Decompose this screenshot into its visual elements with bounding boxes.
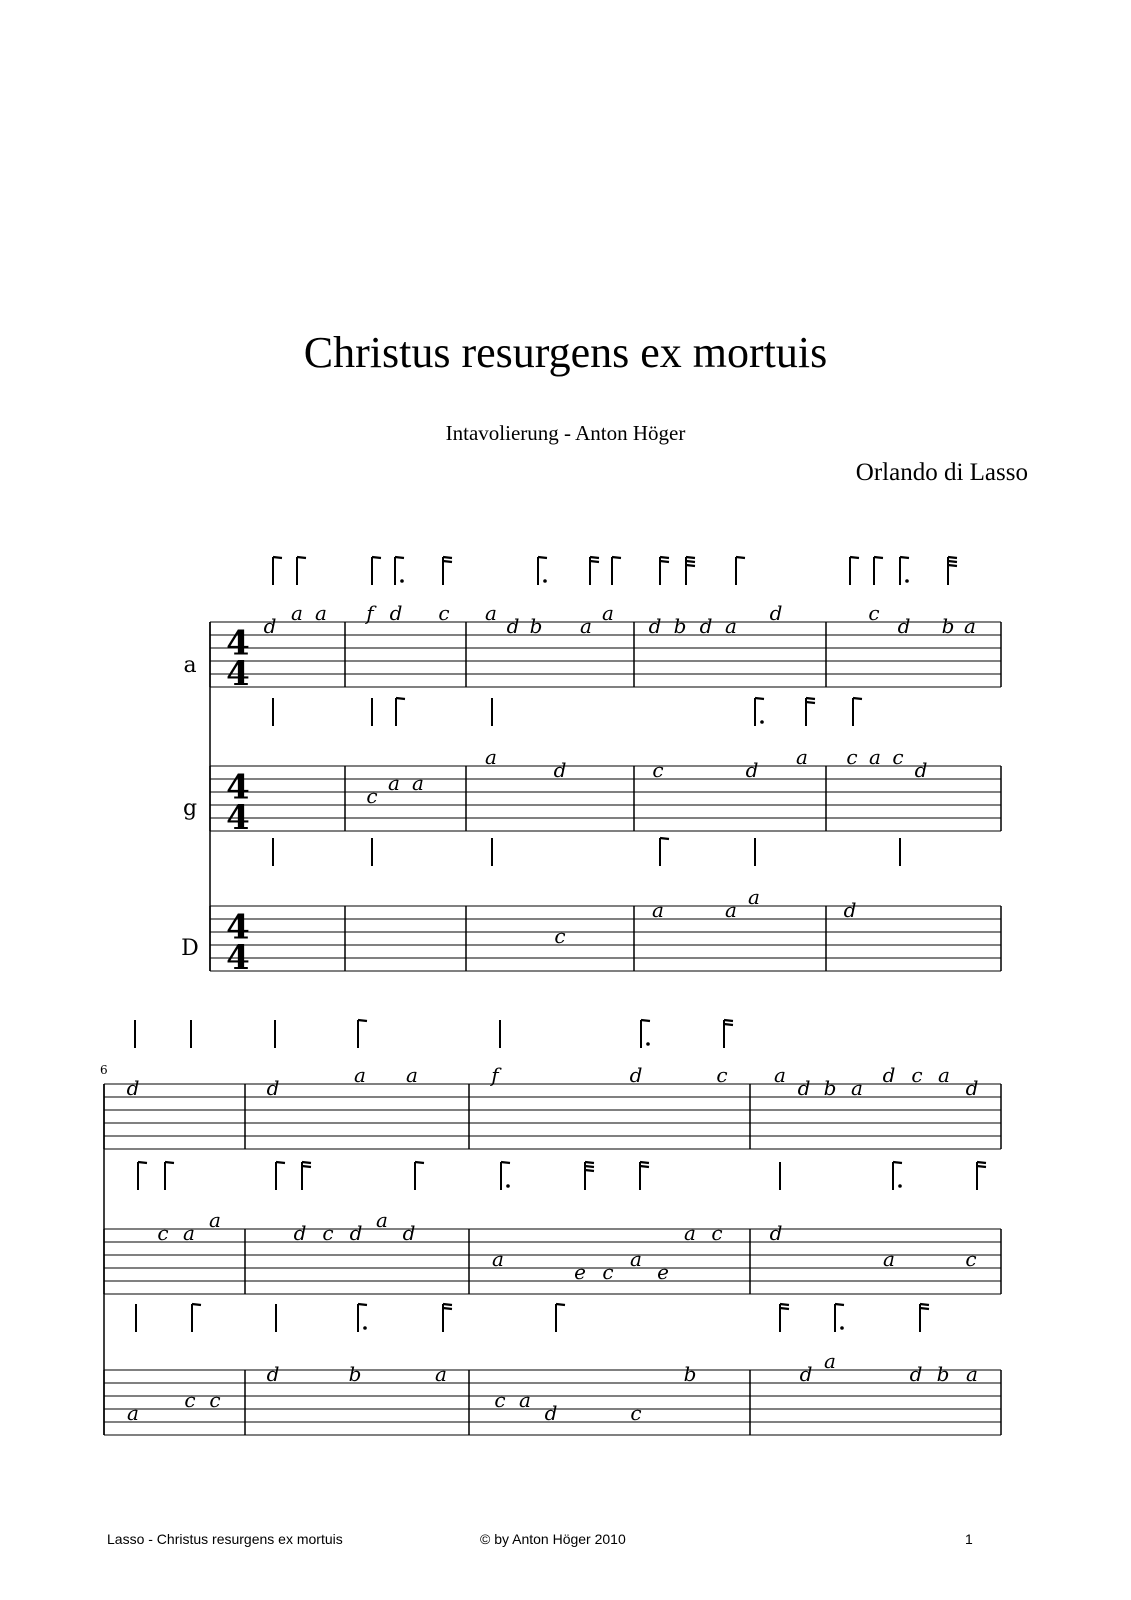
tab-letter: d [882, 1063, 896, 1087]
rhythm-flag [358, 1020, 367, 1048]
tab-letter: c [630, 1401, 642, 1425]
tuning-label: D [181, 936, 199, 961]
tab-letter: a [725, 898, 737, 922]
tab-letter: d [897, 614, 911, 638]
rhythm-flag [501, 1162, 510, 1190]
rhythm-flag [660, 557, 669, 585]
tab-letter: a [485, 745, 497, 769]
time-signature-top: 4 [226, 767, 250, 808]
tab-letter: a [725, 614, 737, 638]
rhythm-flag [395, 557, 404, 585]
time-signature-top: 4 [226, 623, 250, 664]
rhythm-flag [850, 557, 859, 585]
tab-letter: d [544, 1401, 558, 1425]
tab-letter: d [745, 758, 759, 782]
tab-letter: d [797, 1076, 811, 1100]
tab-letter: d [293, 1221, 307, 1245]
measure-number: 6 [100, 1063, 108, 1077]
tab-letter: a [652, 898, 664, 922]
rhythm-flag [780, 1304, 789, 1332]
tab-letter: c [602, 1260, 614, 1284]
tab-letter: d [266, 1362, 280, 1386]
tab-letter: c [716, 1063, 728, 1087]
time-signature-bottom: 4 [226, 654, 250, 694]
tab-letter: a [485, 601, 497, 625]
rhythm-flag [686, 557, 695, 585]
tab-letter: d [263, 614, 277, 638]
tab-letter: a [966, 1362, 978, 1386]
rhythm-flag [736, 557, 745, 585]
tab-letter: e [657, 1260, 669, 1284]
rhythm-flag [443, 1304, 452, 1332]
tab-letter: b [673, 614, 687, 638]
tab-letter: c [868, 601, 880, 625]
tab-letter: c [892, 745, 904, 769]
rhythm-flag [590, 557, 599, 585]
footer-title: Lasso - Christus resurgens ex mortuis [107, 1531, 343, 1547]
tab-letter: d [843, 898, 857, 922]
time-signature-bottom: 4 [226, 938, 250, 978]
tab-letter: a [435, 1362, 447, 1386]
tab-letter: d [769, 1221, 783, 1245]
tab-letter: d [629, 1063, 643, 1087]
rhythm-flag [297, 557, 306, 585]
tab-letter: a [796, 745, 808, 769]
time-signature-top: 4 [226, 907, 250, 948]
rhythm-flag [302, 1162, 311, 1190]
rhythm-flag [920, 1304, 929, 1332]
rhythm-flag [165, 1162, 174, 1190]
tab-letter: a [127, 1401, 139, 1425]
rhythm-flag [835, 1304, 844, 1332]
tab-letter: c [711, 1221, 723, 1245]
tab-letter: c [209, 1388, 221, 1412]
tab-letter: d [648, 614, 662, 638]
tab-letter: a [412, 771, 424, 795]
tab-letter: d [799, 1362, 813, 1386]
tab-letter: c [494, 1388, 506, 1412]
rhythm-flag [640, 1162, 649, 1190]
tab-letter: a [388, 771, 400, 795]
tab-letter: c [322, 1221, 334, 1245]
tab-letter: a [964, 614, 976, 638]
page-number: 1 [965, 1531, 973, 1547]
tab-letter: b [941, 614, 955, 638]
tab-letter: d [349, 1221, 363, 1245]
rhythm-flag [724, 1020, 733, 1048]
tab-letter: a [580, 614, 592, 638]
tab-letter: a [291, 601, 303, 625]
tab-letter: d [402, 1221, 416, 1245]
rhythm-flag [948, 557, 957, 585]
rhythm-flag [372, 557, 381, 585]
tab-letter: d [506, 614, 520, 638]
rhythm-flag [138, 1162, 147, 1190]
page-title: Christus resurgens ex mortuis [303, 328, 828, 377]
tab-letter: c [157, 1221, 169, 1245]
footer-copyright: © by Anton Höger 2010 [480, 1531, 626, 1547]
tab-letter: d [126, 1076, 140, 1100]
tab-letter: c [911, 1063, 923, 1087]
rhythm-flag [755, 698, 764, 726]
tab-letter: d [266, 1076, 280, 1100]
tab-letter: a [748, 885, 760, 909]
rhythm-flag [806, 698, 815, 726]
rhythm-flag [273, 557, 282, 585]
rhythm-flag [538, 557, 547, 585]
tab-letter: a [630, 1247, 642, 1271]
tab-letter: d [965, 1076, 979, 1100]
rhythm-flag [396, 698, 405, 726]
tab-letter: c [438, 601, 450, 625]
tab-letter: d [909, 1362, 923, 1386]
tuning-label: a [183, 653, 197, 678]
rhythm-flag [893, 1162, 902, 1190]
rhythm-flag [585, 1162, 594, 1190]
tab-letter: e [574, 1260, 586, 1284]
tab-letter: a [209, 1208, 221, 1232]
arranger-credit: Intavolierung - Anton Höger [445, 421, 686, 445]
tab-letter: d [553, 758, 567, 782]
tab-letter: a [883, 1247, 895, 1271]
tab-letter: d [389, 601, 403, 625]
tab-letter: c [554, 924, 566, 948]
tab-letter: d [914, 758, 928, 782]
rhythm-flag [443, 557, 452, 585]
rhythm-flag [556, 1304, 565, 1332]
time-signature-bottom: 4 [226, 798, 250, 838]
tab-letter: a [602, 601, 614, 625]
composer-name: Orlando di Lasso [855, 459, 1028, 486]
tab-letter: a [492, 1247, 504, 1271]
tab-letter: a [519, 1388, 531, 1412]
tab-letter: a [406, 1063, 418, 1087]
tab-letter: a [869, 745, 881, 769]
tuning-label: g [182, 796, 198, 821]
rhythm-flag [900, 557, 909, 585]
tab-letter: a [376, 1208, 388, 1232]
tab-letter: c [965, 1247, 977, 1271]
rhythm-flag [853, 698, 862, 726]
rhythm-flag [977, 1162, 986, 1190]
tab-letter: a [851, 1076, 863, 1100]
rhythm-flag [641, 1020, 650, 1048]
tab-letter: c [846, 745, 858, 769]
tab-letter: a [774, 1063, 786, 1087]
rhythm-flag [874, 557, 883, 585]
tab-letter: f [491, 1063, 499, 1087]
rhythm-flag [192, 1304, 201, 1332]
rhythm-flag [415, 1162, 424, 1190]
rhythm-flag [358, 1304, 367, 1332]
tab-letter: c [184, 1388, 196, 1412]
tab-letter: b [823, 1076, 837, 1100]
tab-letter: b [348, 1362, 362, 1386]
tab-letter: f [366, 601, 374, 625]
tab-letter: c [652, 758, 664, 782]
tab-letter: b [683, 1362, 697, 1386]
tab-letter: a [938, 1063, 950, 1087]
tab-letter: c [366, 784, 378, 808]
tab-letter: a [315, 601, 327, 625]
tab-letter: b [529, 614, 543, 638]
tab-letter: a [824, 1349, 836, 1373]
tab-letter: a [183, 1221, 195, 1245]
tab-letter: d [769, 601, 783, 625]
tab-letter: d [699, 614, 713, 638]
rhythm-flag [660, 838, 669, 866]
tab-letter: a [684, 1221, 696, 1245]
tab-letter: b [936, 1362, 950, 1386]
rhythm-flag [612, 557, 621, 585]
tab-letter: a [354, 1063, 366, 1087]
rhythm-flag [276, 1162, 285, 1190]
